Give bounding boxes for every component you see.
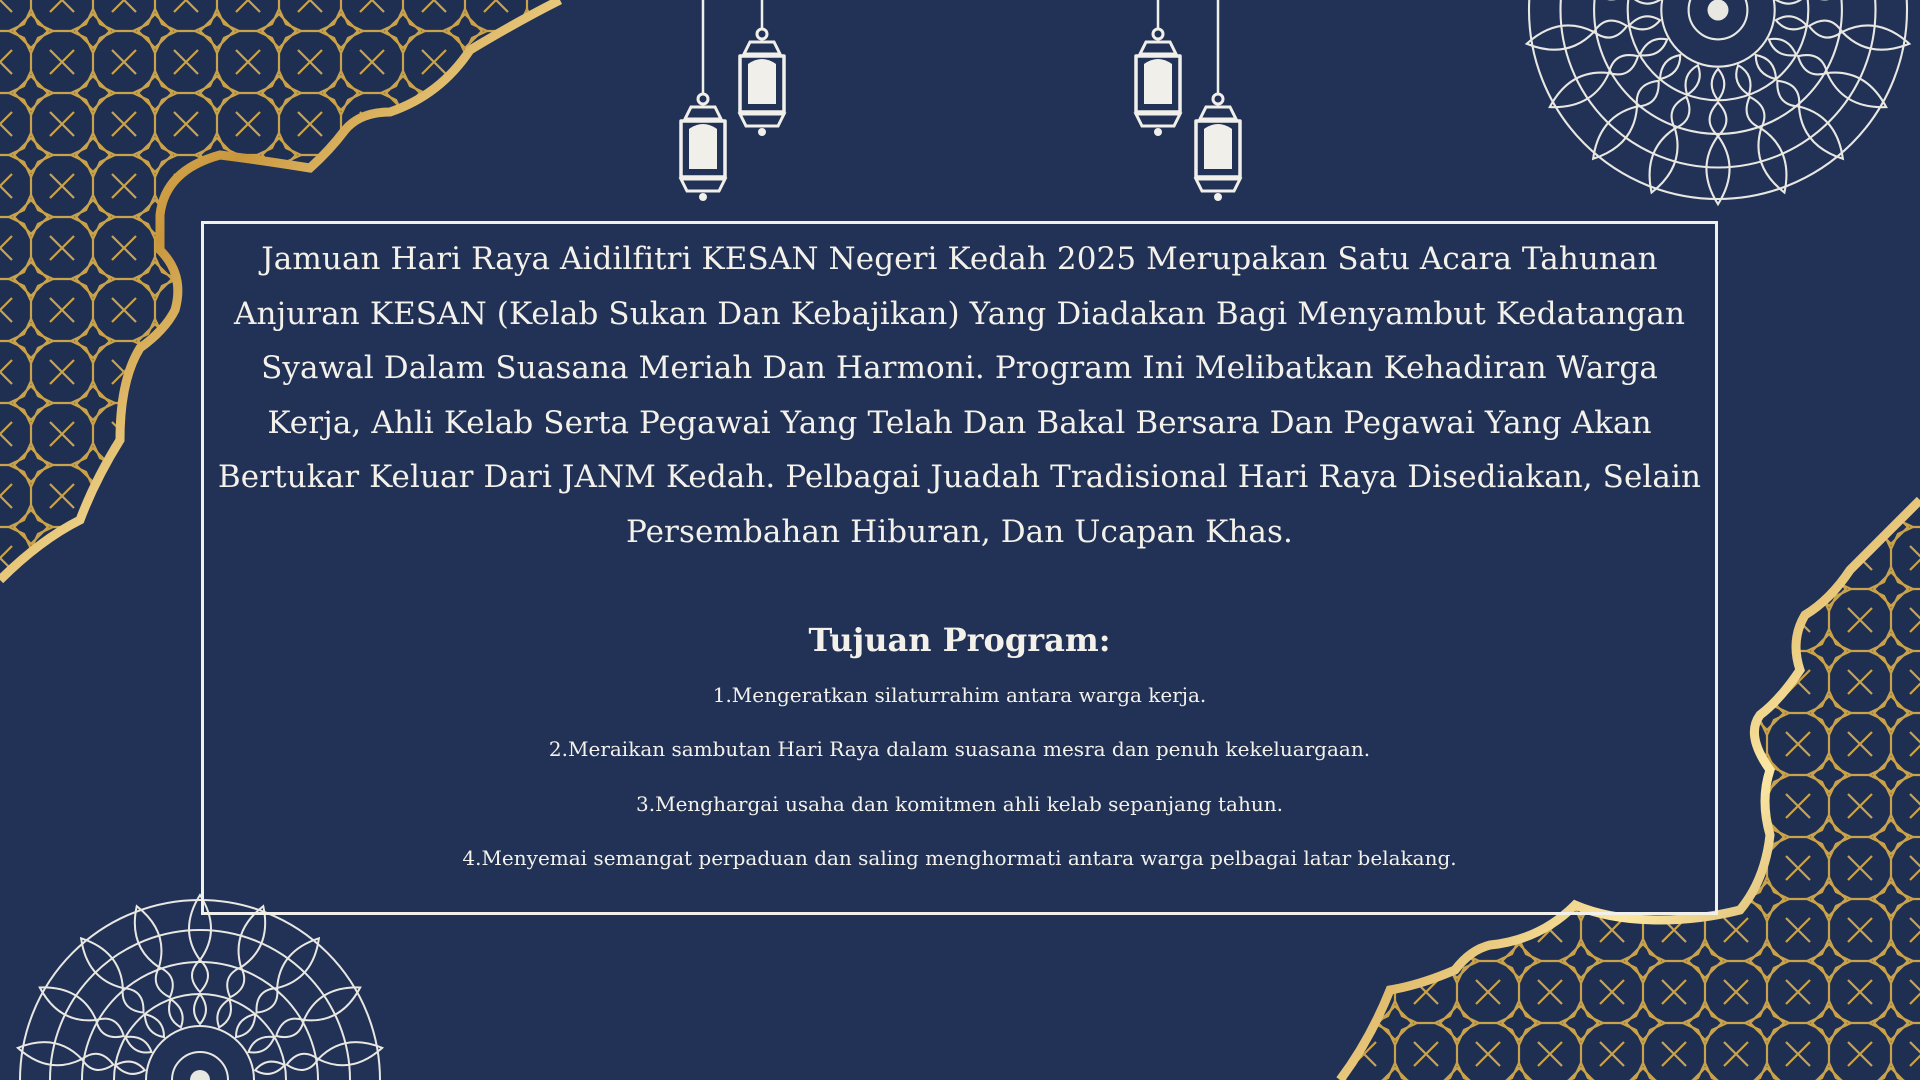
mandala-icon — [16, 895, 384, 1080]
intro-paragraph: Jamuan Hari Raya Aidilfitri KESAN Negeri Kedah 2025 Merupakan Satu Acara Tahunan Anjuran KESAN (Kelab Sukan Dan Kebajikan) Yang Diadakan Bagi Menyambut Kedatangan Syawal Dalam Suasana Meriah Dan Harmoni. Program Ini Melibatkan Kehadiran Warga Kerja, Ahli Kelab Serta Pegawai Yang Telah Dan Bakal Bersara Dan Pegawai Yang Akan Bertukar Keluar Dari JANM Kedah. Pelbagai Juadah Tradisional Hari Raya Disediakan, Selain Persembahan Hiburan, Dan Ucapan Khas. — [217, 241, 1702, 550]
content-block — [201, 226, 1718, 886]
goal-item: 1.Mengeratkan silaturrahim antara warga kerja. — [712, 682, 1207, 707]
goal-item: 2.Meraikan sambutan Hari Raya dalam suasana mesra dan penuh kekeluargaan. — [548, 737, 1371, 761]
mandala-icon — [1525, 0, 1912, 204]
lantern-icon — [681, 0, 725, 201]
lantern-icon — [1136, 0, 1180, 136]
goals-heading: Tujuan Program: — [808, 621, 1111, 659]
goal-item: 3.Menghargai usaha dan komitmen ahli kelab sepanjang tahun. — [636, 791, 1283, 816]
goal-item: 4.Menyemai semangat perpaduan dan saling menghormati antara warga pelbagai latar belakang. — [462, 846, 1457, 870]
lantern-icon — [1196, 0, 1240, 201]
lantern-icon — [740, 0, 784, 136]
